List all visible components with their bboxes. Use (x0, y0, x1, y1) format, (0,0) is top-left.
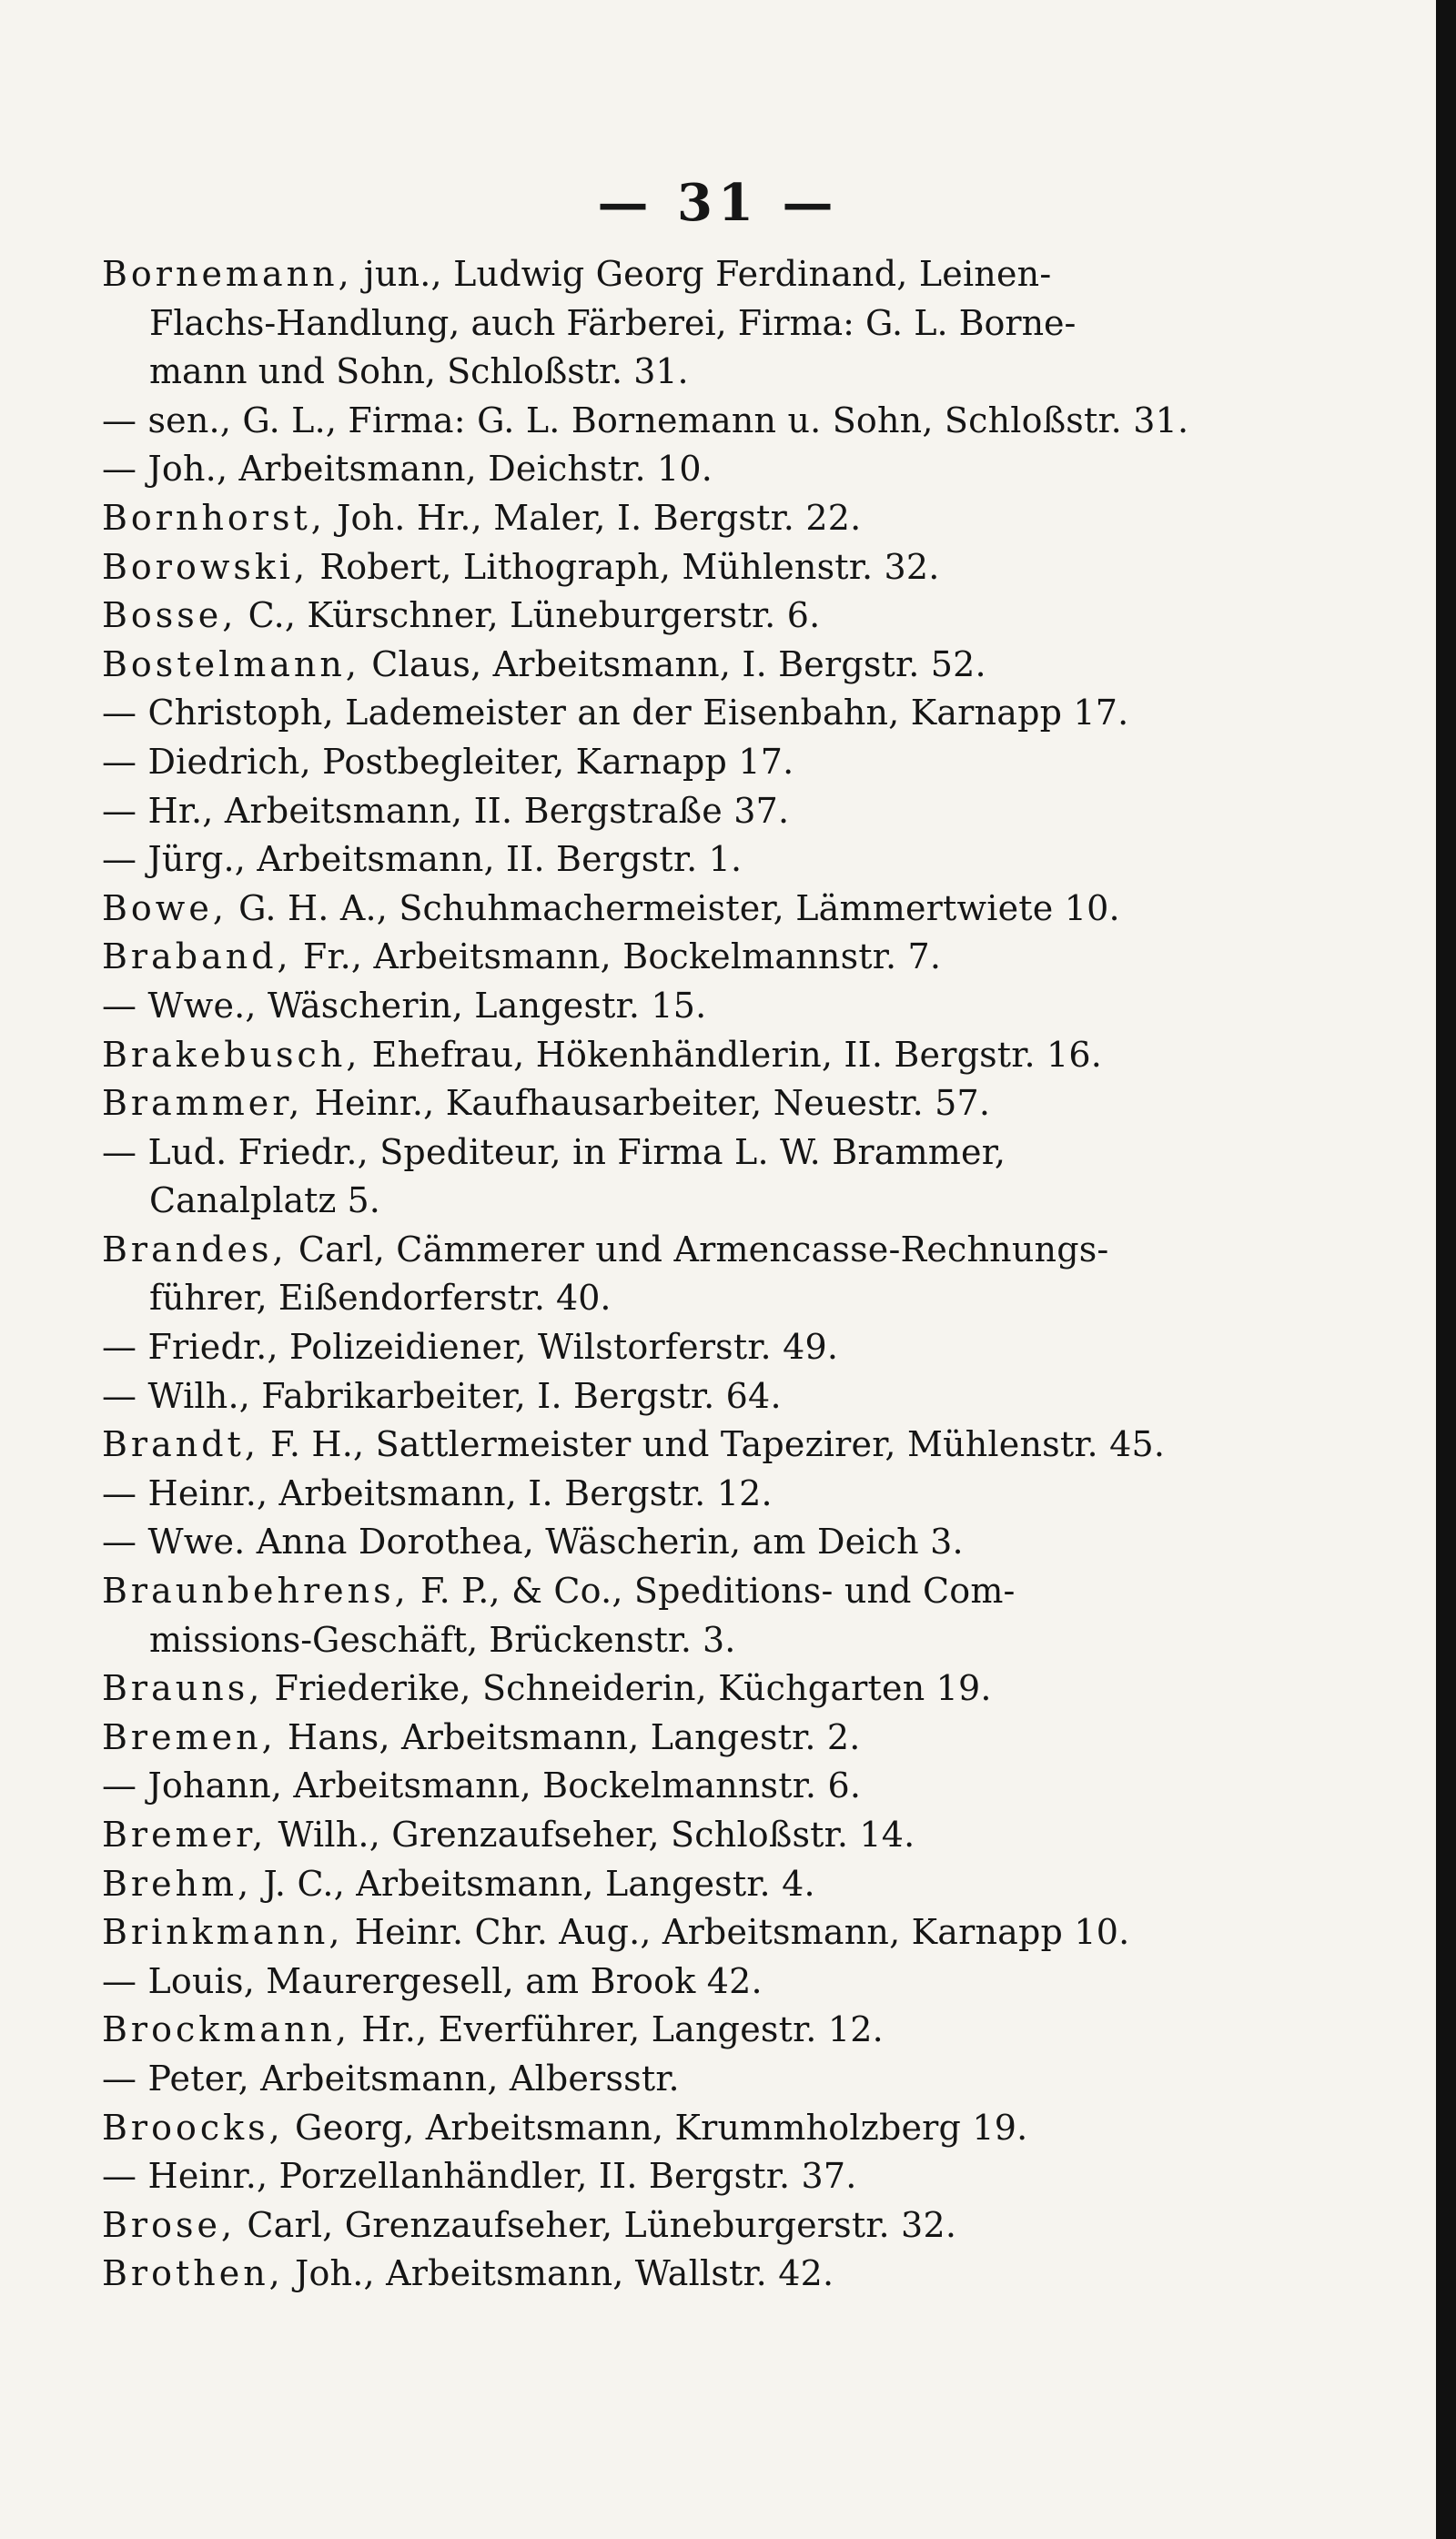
directory-entry (102, 1762, 1376, 1811)
directory-entry (102, 1421, 1376, 1470)
entry-details: — Joh., Arbeitsmann, Deichstr. 10. (102, 449, 713, 490)
entry-details: jun., Ludwig Georg Ferdinand, Leinen- (352, 254, 1052, 294)
entry-details: Friederike, Schneiderin, Küchgarten 19. (263, 1668, 992, 1709)
entry-surname: Brakebusch, (102, 1034, 361, 1075)
directory-entry (102, 1860, 1376, 1909)
directory-entry (102, 1567, 1376, 1616)
entry-details: Carl, Cämmerer und Armencasse-Rechnungs- (287, 1229, 1109, 1270)
directory-entry (102, 2152, 1376, 2201)
entry-details: Georg, Arbeitsmann, Krummholzberg 19. (283, 2107, 1028, 2148)
entry-details: Heinr., Kaufhausarbeiter, Neuestr. 57. (303, 1083, 991, 1124)
directory-entry (102, 2250, 1376, 2299)
entry-details: — Diedrich, Postbegleiter, Karnapp 17. (102, 741, 794, 782)
entry-surname: Brockmann, (102, 2009, 350, 2050)
directory-entry (102, 1031, 1376, 1080)
entry-continuation: Canalplatz 5. (149, 1180, 380, 1221)
entry-surname: Borowski, (102, 546, 309, 587)
entry-details: — Johann, Arbeitsmann, Bockelmannstr. 6. (102, 1765, 862, 1806)
directory-entry (102, 738, 1376, 787)
entry-details: F. H., Sattlermeister und Tapezirer, Mühlenstr. 45. (258, 1424, 1166, 1465)
entry-details: Joh. Hr., Maler, I. Bergstr. 22. (325, 497, 862, 538)
entry-details: Robert, Lithograph, Mühlenstr. 32. (308, 546, 940, 587)
entry-details: — Friedr., Polizeidiener, Wilstorferstr. 49. (102, 1327, 839, 1368)
entry-details: — Lud. Friedr., Spediteur, in Firma L. W. Brammer, (102, 1131, 1006, 1172)
entry-surname: Bostelmann, (102, 643, 360, 684)
directory-entry (102, 1128, 1376, 1178)
directory-entry (102, 250, 1376, 299)
entry-details: — Peter, Arbeitsmann, Albersstr. (102, 2058, 680, 2099)
entry-details: J. C., Arbeitsmann, Langestr. 4. (252, 1863, 815, 1904)
entry-details: — Wwe., Wäscherin, Langestr. 15. (102, 985, 707, 1026)
directory-entry (102, 494, 1376, 543)
directory-entry (102, 933, 1376, 982)
directory-entry (102, 1957, 1376, 2007)
entry-surname: Bornemann, (102, 254, 353, 294)
directory-entry (102, 641, 1376, 690)
directory-entry (102, 2104, 1376, 2153)
directory-entry (102, 1226, 1376, 1275)
entry-details: — Wwe. Anna Dorothea, Wäscherin, am Deich 3. (102, 1522, 964, 1563)
page-number: — 31 — (597, 173, 839, 233)
address-directory-list (102, 250, 1376, 2299)
entry-surname: Brehm, (102, 1863, 253, 1904)
entry-surname: Brothen, (102, 2253, 284, 2294)
entry-details: — Hr., Arbeitsmann, II. Bergstraße 37. (102, 790, 790, 831)
entry-surname: Braband, (102, 936, 292, 977)
directory-entry (102, 2055, 1376, 2104)
entry-surname: Brauns, (102, 1668, 264, 1709)
scan-border (1436, 0, 1456, 2539)
directory-entry (102, 2006, 1376, 2055)
entry-details: Fr., Arbeitsmann, Bockelmannstr. 7. (291, 936, 942, 977)
entry-surname: Bowe, (102, 887, 228, 928)
entry-details: Carl, Grenzaufseher, Lüneburgerstr. 32. (236, 2204, 957, 2245)
directory-entry (102, 689, 1376, 738)
entry-surname: Brandes, (102, 1229, 288, 1270)
entry-continuation: Flachs-Handlung, auch Färberei, Firma: G. L. Borne- (149, 302, 1077, 343)
directory-entry (102, 592, 1376, 641)
entry-surname: Bremer, (102, 1815, 268, 1855)
entry-details: — Heinr., Porzellanhändler, II. Bergstr. 37. (102, 2156, 857, 2197)
directory-entry (102, 1908, 1376, 1957)
directory-entry (102, 885, 1376, 934)
entry-details: — Christoph, Lademeister an der Eisenbahn, Karnapp 17. (102, 693, 1129, 733)
directory-entry (102, 445, 1376, 494)
entry-details: C., Kürschner, Lüneburgerstr. 6. (237, 595, 821, 636)
entry-surname: Brammer, (102, 1083, 304, 1124)
entry-surname: Brandt, (102, 1424, 259, 1465)
entry-surname: Bosse, (102, 595, 238, 636)
entry-details: Joh., Arbeitsmann, Wallstr. 42. (283, 2253, 834, 2294)
entry-details: Wilh., Grenzaufseher, Schloßstr. 14. (267, 1815, 915, 1855)
directory-entry (102, 1323, 1376, 1372)
entry-continuation: mann und Sohn, Schloßstr. 31. (149, 351, 689, 392)
entry-details: G. H. A., Schuhmachermeister, Lämmertwiete 10. (227, 887, 1120, 928)
directory-entry (102, 835, 1376, 885)
entry-details: Claus, Arbeitsmann, I. Bergstr. 52. (359, 643, 986, 684)
entry-surname: Braunbehrens, (102, 1571, 410, 1612)
entry-continuation: missions-Geschäft, Brückenstr. 3. (149, 1619, 736, 1660)
entry-details: Ehefrau, Hökenhändlerin, II. Bergstr. 16. (360, 1034, 1103, 1075)
directory-entry (102, 397, 1376, 446)
entry-details: — Heinr., Arbeitsmann, I. Bergstr. 12. (102, 1472, 773, 1513)
directory-entry (102, 1470, 1376, 1519)
entry-continuation: führer, Eißendorferstr. 40. (149, 1278, 612, 1319)
directory-entry (102, 1664, 1376, 1714)
directory-entry (102, 1714, 1376, 1763)
directory-entry (102, 1518, 1376, 1567)
entry-surname: Brinkmann, (102, 1912, 344, 1953)
directory-entry (102, 1079, 1376, 1128)
entry-surname: Bremen, (102, 1716, 277, 1757)
directory-entry (102, 543, 1376, 592)
entry-details: — Louis, Maurergesell, am Brook 42. (102, 1960, 763, 2001)
directory-entry (102, 982, 1376, 1031)
directory-entry (102, 1811, 1376, 1860)
entry-details: Hans, Arbeitsmann, Langestr. 2. (276, 1716, 861, 1757)
entry-details: Heinr. Chr. Aug., Arbeitsmann, Karnapp 10. (343, 1912, 1130, 1953)
directory-entry (102, 2201, 1376, 2251)
entry-details: Hr., Everführer, Langestr. 12. (350, 2009, 884, 2050)
entry-surname: Brose, (102, 2204, 237, 2245)
entry-details: — Jürg., Arbeitsmann, II. Bergstr. 1. (102, 839, 743, 880)
entry-surname: Broocks, (102, 2107, 284, 2148)
entry-details: — sen., G. L., Firma: G. L. Bornemann u. Sohn, Schloßstr. 31. (102, 400, 1189, 440)
entry-surname: Bornhorst, (102, 497, 326, 538)
entry-details: F. P., & Co., Speditions- und Com- (409, 1571, 1016, 1612)
directory-entry (102, 1372, 1376, 1421)
entry-details: — Wilh., Fabrikarbeiter, I. Bergstr. 64. (102, 1375, 782, 1416)
directory-entry (102, 787, 1376, 836)
